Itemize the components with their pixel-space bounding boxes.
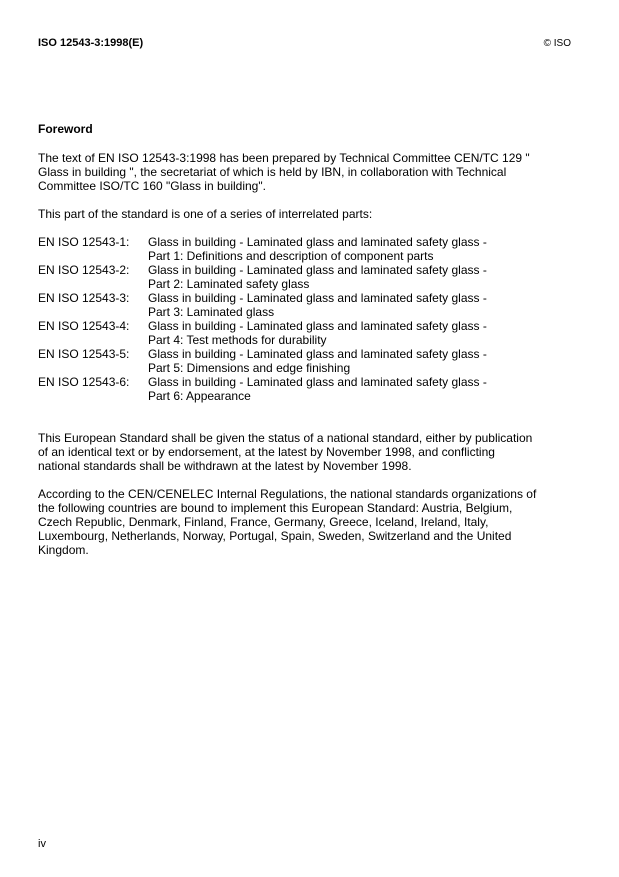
part-id: EN ISO 12543-2: (38, 263, 130, 277)
paragraph-countries: According to the CEN/CENELEC Internal Regulations, the national standards organizations of the following countries are bound to implement this European Standard: Austria, Belgium, Czech Republic, Denmark, Finland, France, Germany, Greece, Iceland, Ireland, Italy, Luxembourg, Netherlands, Norway, Portugal, Spain, Sweden, Switzerland and the United Kingdom. (38, 487, 537, 557)
copyright-notice: © ISO (543, 38, 571, 49)
list-item (38, 263, 538, 291)
part-description (148, 319, 538, 347)
document-id: ISO 12543-3:1998(E) (38, 37, 144, 49)
part-id: EN ISO 12543-3: (38, 291, 130, 305)
part-subtitle: Part 2: Laminated safety glass (148, 277, 310, 291)
part-id: EN ISO 12543-4: (38, 319, 130, 333)
part-id: EN ISO 12543-6: (38, 375, 130, 389)
part-title: Glass in building - Laminated glass and laminated safety glass - (148, 291, 487, 305)
paragraph-intro: The text of EN ISO 12543-3:1998 has been prepared by Technical Committee CEN/TC 129 " Glass in building ", the secretariat of which is held by IBN, in collaboration with Technical Committee ISO/TC 160 "Glass in building". (38, 151, 530, 193)
part-title: Glass in building - Laminated glass and laminated safety glass - (148, 319, 487, 333)
list-item (38, 347, 538, 375)
part-description (148, 235, 538, 263)
part-subtitle: Part 1: Definitions and description of component parts (148, 249, 434, 263)
part-description (148, 347, 538, 375)
part-title: Glass in building - Laminated glass and laminated safety glass - (148, 375, 487, 389)
part-description (148, 263, 538, 291)
part-title: Glass in building - Laminated glass and laminated safety glass - (148, 235, 487, 249)
paragraph-series: This part of the standard is one of a series of interrelated parts: (38, 207, 373, 221)
parts-list (38, 235, 538, 403)
part-description (148, 375, 538, 403)
part-description (148, 291, 538, 319)
part-subtitle: Part 5: Dimensions and edge finishing (148, 361, 351, 375)
part-subtitle: Part 6: Appearance (148, 389, 251, 403)
list-item (38, 375, 538, 403)
list-item (38, 291, 538, 319)
part-title: Glass in building - Laminated glass and laminated safety glass - (148, 347, 487, 361)
part-id: EN ISO 12543-1: (38, 235, 130, 249)
part-subtitle: Part 4: Test methods for durability (148, 333, 327, 347)
part-title: Glass in building - Laminated glass and laminated safety glass - (148, 263, 487, 277)
section-heading: Foreword (38, 122, 93, 136)
list-item (38, 319, 538, 347)
list-item (38, 235, 538, 263)
part-id: EN ISO 12543-5: (38, 347, 130, 361)
foreword-section (38, 122, 538, 571)
part-subtitle: Part 3: Laminated glass (148, 305, 275, 319)
page-number: iv (38, 838, 46, 850)
paragraph-status: This European Standard shall be given the status of a national standard, either by publication of an identical text or by endorsement, at the latest by November 1998, and conflicting national standards shall be withdrawn at the latest by November 1998. (38, 431, 533, 473)
